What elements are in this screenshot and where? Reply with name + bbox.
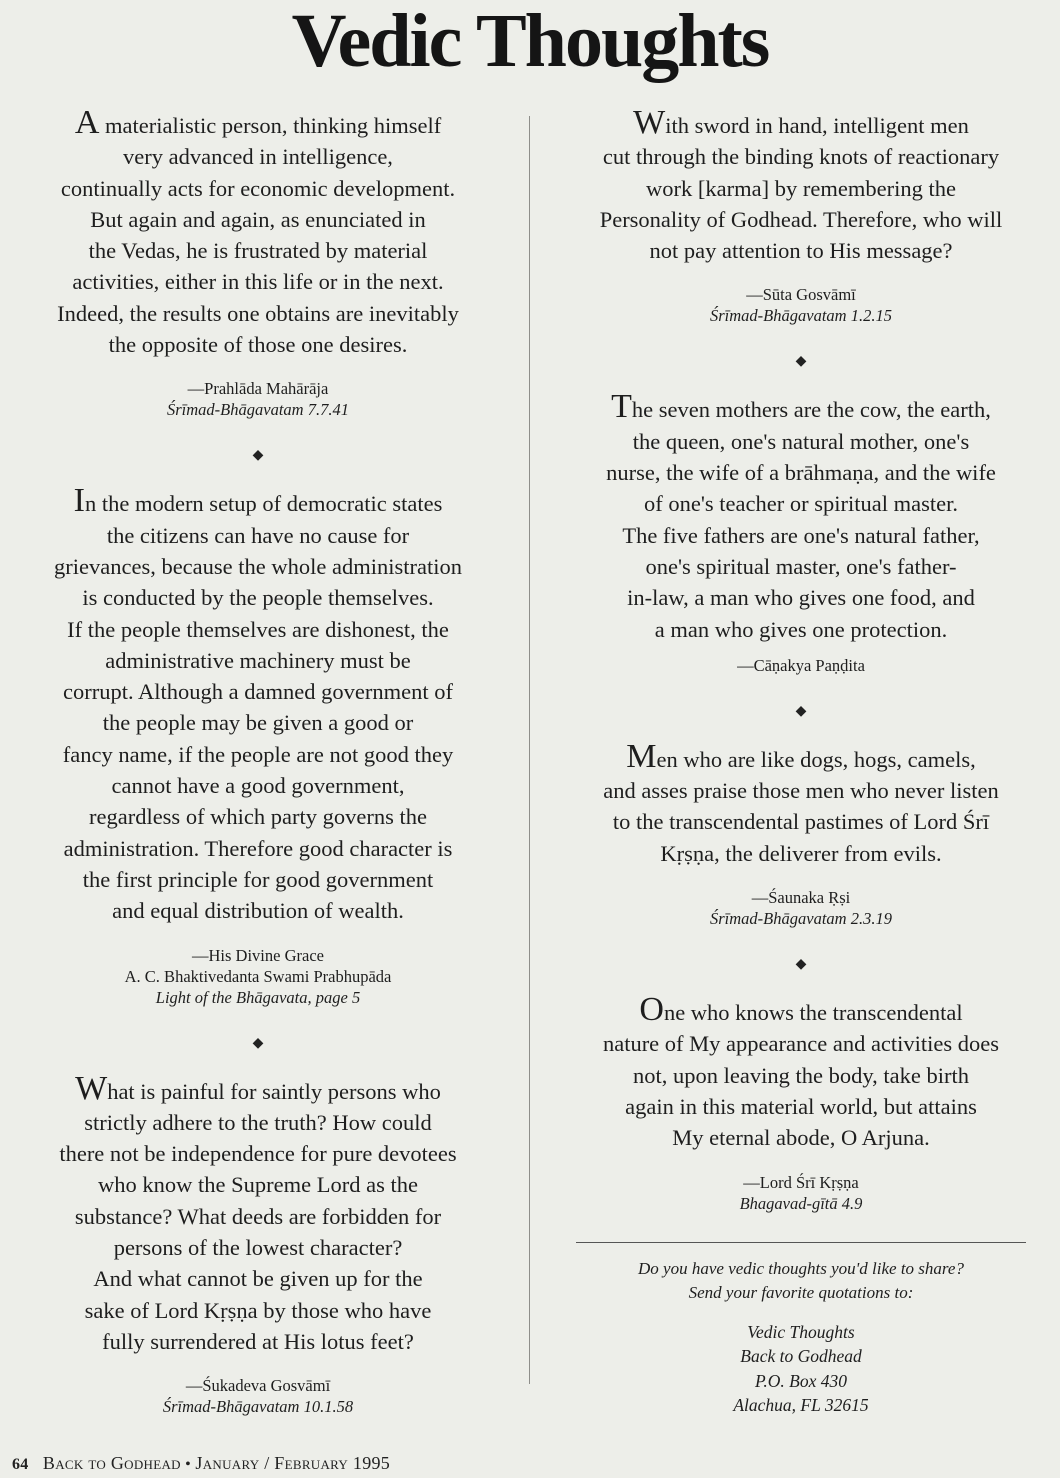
- attribution: [6, 945, 510, 1008]
- diamond-separator-icon: ◆: [795, 703, 807, 719]
- quote-text: Men who are like dogs, hogs, camels, and asses praise those men who never listen to the transcendental pastimes of Lord Śrī Kṛṣṇa, the deliverer from evils.: [603, 737, 999, 866]
- quote-text: The seven mothers are the cow, the earth, the queen, one's natural mother, one's nurse, the wife of a brāhmaṇa, and the wife of one's teacher or spiritual master. The five fathers are one's natural father, one's spiritual master, one's father- in-law, a man who gives one food, and a man who gives one protection.: [606, 388, 996, 642]
- quote-block: [6, 482, 510, 1007]
- horizontal-rule: [576, 1242, 1026, 1243]
- quote-text: What is painful for saintly persons who strictly adhere to the truth? How could there not be independence for pure devotees who know the Supreme Lord as the substance? What deeds are forbidden for persons of the lowest character? And what cannot be given up for the sake of Lord Kṛṣṇa by those who have fully surrendered at His lotus feet?: [59, 1069, 457, 1354]
- initial-letter: W: [75, 1069, 108, 1107]
- source: Śrīmad-Bhāgavatam 10.1.58: [162, 1397, 354, 1417]
- magazine-name: Back to Godhead: [42, 1453, 181, 1473]
- speaker: —Lord Śrī Kṛṣṇa: [743, 1172, 859, 1192]
- attribution: [548, 655, 1054, 676]
- attribution: [548, 887, 1054, 929]
- speaker: —Prahlāda Mahārāja: [187, 379, 329, 399]
- diamond-separator-icon: ◆: [252, 448, 264, 464]
- source: Śrīmad-Bhāgavatam 7.7.41: [167, 400, 349, 420]
- attribution: [6, 1375, 510, 1417]
- mailing-address: Vedic Thoughts Back to Godhead P.O. Box 430 Alachua, FL 32615: [733, 1321, 869, 1416]
- attribution: [6, 378, 510, 420]
- issue-date: January / February 1995: [195, 1453, 391, 1473]
- source: Light of the Bhāgavata, page 5: [155, 987, 361, 1007]
- initial-letter: I: [73, 482, 85, 520]
- quote-block: [6, 104, 510, 420]
- column-divider: [529, 116, 530, 1384]
- right-column: [548, 104, 1054, 1418]
- quote-block: [548, 388, 1054, 675]
- quote-text: A materialistic person, thinking himself very advanced in intelligence, continually acts for economic development. But again and again, as enunciated in the Vedas, he is frustrated by material activities, either in this life or in the next. Indeed, the results one obtains are inevitably the opposite of those one desires.: [57, 104, 459, 358]
- quote-block: [548, 991, 1054, 1213]
- attribution: [548, 284, 1054, 326]
- diamond-separator-icon: ◆: [795, 957, 807, 973]
- left-column: [6, 104, 510, 1417]
- attribution: [548, 1172, 1054, 1214]
- speaker: —Cāṇakya Paṇḍita: [737, 655, 865, 675]
- page-number: 64: [12, 1456, 29, 1473]
- quote-text: With sword in hand, intelligent men cut through the binding knots of reactionary work [karma] by remembering the Personality of Godhead. Therefore, who will not pay attention to His message?: [599, 104, 1003, 264]
- initial-letter: O: [639, 991, 664, 1029]
- quote-text: In the modern setup of democratic states the citizens can have no cause for grievances, because the whole administration is conducted by the people themselves. If the people themselves are dishonest, the administrative machinery must be corrupt. Although a damned government of the people may be given a good or fancy name, if the people are not good they cannot have a good government, regardless of which party governs the administration. Therefore good character is the first principle for good government and equal distribution of wealth.: [54, 482, 462, 924]
- speaker: —Sūta Gosvāmī: [746, 285, 856, 305]
- diamond-separator-icon: ◆: [252, 1035, 264, 1051]
- speaker: —Śaunaka Ṛṣi: [751, 888, 851, 908]
- footer-separator: •: [185, 1456, 192, 1473]
- quote-block: [548, 104, 1054, 326]
- initial-letter: T: [611, 388, 632, 426]
- quote-block: [548, 737, 1054, 929]
- source: Śrīmad-Bhāgavatam 1.2.15: [710, 306, 892, 326]
- page-footer: [12, 1453, 390, 1474]
- initial-letter: A: [74, 104, 100, 141]
- quote-text: One who knows the transcendental nature of My appearance and activities does not, upon leaving the body, take birth again in this material world, but attains My eternal abode, O Arjuna.: [602, 991, 1000, 1151]
- submission-invite: Do you have vedic thoughts you'd like to share? Send your favorite quotations to:: [638, 1258, 964, 1303]
- page-title: Vedic Thoughts: [291, 0, 769, 83]
- diamond-separator-icon: ◆: [795, 354, 807, 370]
- speaker: —His Divine Grace: [192, 945, 324, 965]
- initial-letter: M: [626, 737, 657, 775]
- initial-letter: W: [633, 104, 666, 141]
- speaker: —Śukadeva Gosvāmī: [185, 1376, 331, 1396]
- source: Bhagavad-gītā 4.9: [739, 1193, 863, 1213]
- speaker-name: A. C. Bhaktivedanta Swami Prabhupāda: [124, 966, 392, 986]
- source: Śrīmad-Bhāgavatam 2.3.19: [710, 909, 892, 929]
- quote-block: [6, 1069, 510, 1418]
